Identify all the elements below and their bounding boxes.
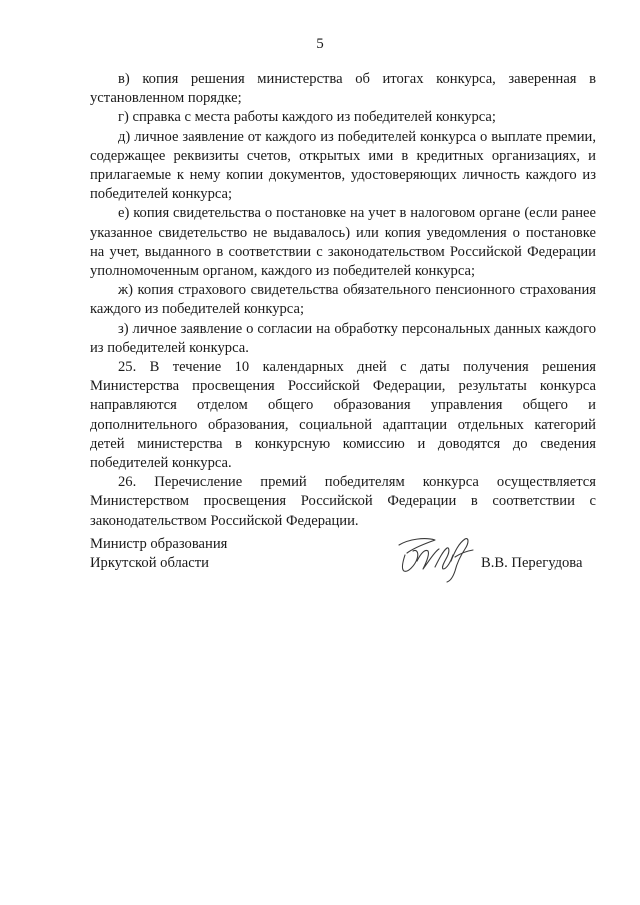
paragraph-g: г) справка с места работы каждого из победителей конкурса; [118,109,496,126]
signer-title-line-2: Иркутской области [90,555,209,572]
signer-title [90,535,227,573]
paragraph-26: 26. Перечисление премий победителям конкурса осуществляется Министерством просвещения Российской Федерации в соответствии с законодательством Российской Федерации. [90,474,596,529]
signer-name: В.В. Перегудова [481,555,583,571]
signer-title-line-1: Министр образования [90,536,228,552]
paragraph-e: е) копия свидетельства о постановке на учет в налоговом органе (если ранее указанное свидетельство не выдавалось) или копия уведомления о постановке на учет, выданного в соответствии с законодательством Российской Федерации уполномоченным органом, каждого из победителей конкурса; [90,205,596,280]
page-number: 5 [316,36,324,52]
signature-block [90,535,596,595]
paragraph-v: в) копия решения министерства об итогах конкурса, заверенная в установленном порядке; [90,71,596,107]
document-body [90,70,596,531]
handwritten-signature [395,531,483,583]
paragraph-d: д) личное заявление от каждого из победителей конкурса о выплате премии, содержащее реквизиты счетов, открытых ими в кредитных организациях, и прилагаемые к нему копии документов, удостоверяющих личность каждого из победителей конкурса; [90,128,596,203]
paragraph-25: 25. В течение 10 календарных дней с даты получения решения Министерства просвещения Российской Федерации, результаты конкурса направляются отделом общего образования управления общего и дополнительного образования, социальной адаптации отдельных категорий детей министерства в конкурсную комиссию и доводятся до сведения победителей конкурса. [90,359,596,472]
paragraph-zh: ж) копия страхового свидетельства обязательного пенсионного страхования каждого из победителей конкурса; [90,282,596,318]
paragraph-z: з) личное заявление о согласии на обработку персональных данных каждого из победителей конкурса. [90,320,596,356]
